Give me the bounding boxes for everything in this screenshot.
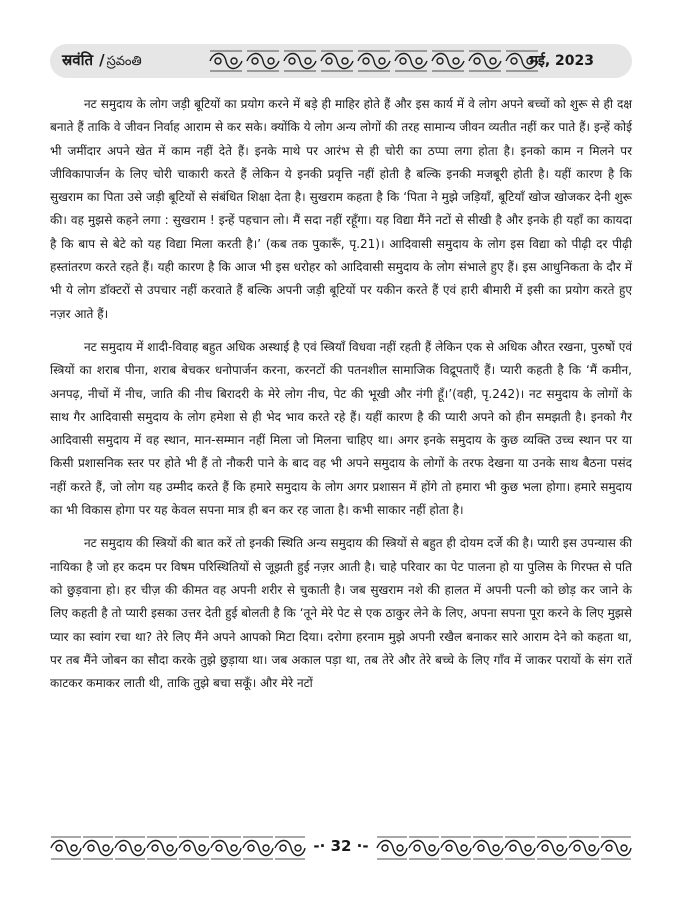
magazine-title — [62, 50, 142, 72]
issue-date: मई, 2023 — [529, 53, 594, 69]
page-number-right-flourish: ·- — [356, 837, 369, 855]
title-separator: / — [99, 51, 105, 69]
page-number-left-flourish: -· — [313, 837, 326, 855]
page-number-value: 32 — [330, 837, 352, 855]
page-footer — [50, 834, 632, 862]
footer-ornament-left-icon — [50, 834, 306, 862]
magazine-title-telugu: స్రవంతి — [106, 54, 142, 69]
header-ornament-icon — [208, 48, 542, 74]
page-header — [50, 44, 632, 78]
paragraph: नट समुदाय में शादी-विवाह बहुत अधिक अस्थाई है एवं स्त्रियाँ विधवा नहीं रहती हैं लेकिन एक से अधिक औरत रखना, पुरुषों एवं स्त्रियों का शराब पीना, शराब बेचकर धनोपार्जन करना, करनटों की पतनशील सामाजिक विद्रूपताएँ हैं। प्यारी कहती है कि ‘मैं कमीन, अनपढ़, नीचों में नीच, जाति की नीच बिरादरी के मेरे लोग नीच, पेट की भूखी और नंगी हूँ।’(वही, पृ.242)। नट समुदाय के लोगों के साथ गैर आदिवासी समुदाय के लोग हमेशा से ही भेद भाव करते रहे हैं। यहीं कारण है की प्यारी अपने को हीन समझती है। इनको गैर आदिवासी समुदाय में वह स्थान, मान-सम्मान नहीं मिला जो मिलना चाहिए था। अगर इनके समुदाय के कुछ व्यक्ति उच्च स्थान पर या किसी प्रशासनिक स्तर पर होते भी हैं तो नौकरी पाने के बाद वह भी अपने समुदाय के लोगों के तरफ देखना या उनके साथ बैठना पसंद नहीं करते हैं, जो लोग यह उम्मीद करते हैं कि हमारे समुदाय के लोग अगर प्रशासन में होंगे तो हमारा भी कुछ भला होगा। हमारे समुदाय का भी विकास होगा पर यह केवल सपना मात्र ही बन कर रह जाता है। कभी साकार नहीं होता है। — [50, 339, 632, 518]
paragraph: नट समुदाय की स्त्रियों की बात करें तो इनकी स्थिति अन्य समुदाय की स्त्रियों से बहुत ही दोयम दर्जे की है। प्यारी इस उपन्यास की नायिका है जो हर कदम पर विषम परिस्थितियों से जूझती हुई नज़र आती है। चाहे परिवार का पेट पालना हो या पुलिस के गिरफ्त से पति को छुड़वाना हो। हर चीज़ की कीमत वह अपनी शरीर से चुकाती है। जब सुखराम नशे की हालत में अपनी पत्नी को छोड़ कर जाने के लिए कहती है तो प्यारी इसका उत्तर देती हुई बोलती है कि ‘तूने मेरे पेट से एक ठाकुर लेने के लिए, अपना सपना पूरा करने के लिए मुझसे प्यार का स्वांग रचा था? तेरे लिए मैंने अपने आपको मिटा दिया। दरोगा हरनाम मुझे अपनी रखैल बनाकर सारे आराम देने को कहता था, पर तब मैंने जोबन का सौदा करके तुझे छुड़ाया था। जब अकाल पड़ा था, तब तेरे और तेरे बच्चे के लिए गाँव में जाकर परायों के संग रातें काटकर कमाकर लाती थी, ताकि तुझे बचा सकूँ। और मेरे नटों — [50, 536, 632, 691]
article-body — [50, 93, 632, 705]
paragraph: नट समुदाय के लोग जड़ी बूटियों का प्रयोग करने में बड़े ही माहिर होते हैं और इस कार्य में वे लोग अपने बच्चों को शुरू से ही दक्ष बनाते हैं ताकि वे जीवन निर्वाह आराम से कर सके। क्योंकि ये लोग अन्य लोगों की तरह सामान्य जीवन व्यतीत नहीं कर पाते हैं। इन्हें कोई भी जमींदार अपने खेत में काम नहीं देते हैं। इनके माथे पर आरंभ से ही चोरी का ठप्पा लगा होता है। इनको काम न मिलने पर जीविकापार्जन के लिए चोरी चाकारी करते हैं लेकिन ये इनकी प्रवृत्ति नहीं होती है बल्कि इनकी मजबूरी होती है। यहीं कारण है कि सुखराम का पिता उसे जड़ी बूटियों से संबंधित शिक्षा देता है। सुखराम कहता है कि ‘पिता ने मुझे जड़ियाँ, बूटियाँ खोज खोजकर देनी शुरू की। वह मुझसे कहने लगा : सुखराम ! इन्हें पहचान लो। मैं सदा नहीं रहूँगा। यह विद्या मैंने नटों से सीखी है और इनके ही यहाँ का कायदा है कि बाप से बेटे को यह विद्या मिला करती है।’ (कब तक पुकारूँ, पृ.21)। आदिवासी समुदाय के लोग इस विद्या को पीढ़ी दर पीढ़ी हस्तांतरण करते रहते हैं। यही कारण है कि आज भी इस धरोहर को आदिवासी समुदाय के लोग संभाले हुए हैं। इस आधुनिकता के दौर में भी ये लोग डॉक्टरों से उपचार नहीं करवाते हैं बल्कि अपनी जड़ी बूटियों पर यकीन करते हैं एवं हारी बीमारी में इसी का प्रयोग करते हुए नज़र आते हैं। — [50, 97, 632, 321]
magazine-title-hindi: स्रवंति — [62, 51, 94, 69]
page-number — [308, 837, 374, 855]
footer-ornament-right-icon — [376, 834, 632, 862]
